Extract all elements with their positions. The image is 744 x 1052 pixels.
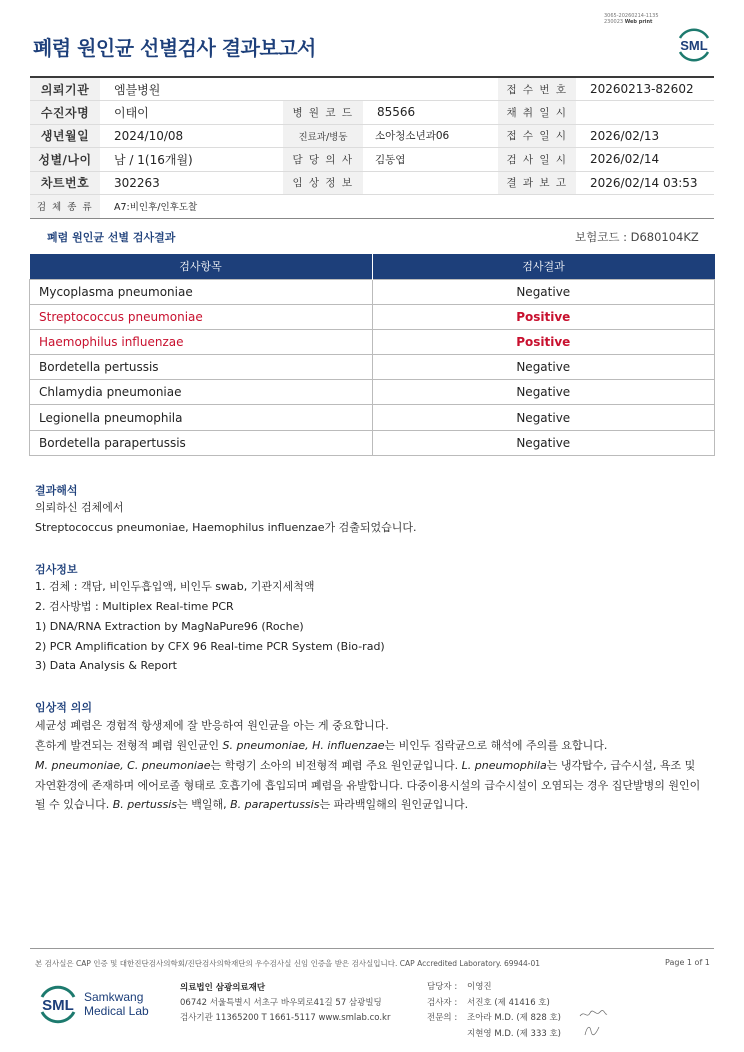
result-value: Negative — [372, 405, 714, 430]
print-code-line2: 230023 — [604, 19, 624, 25]
recv-date-value: 2026/02/13 — [576, 124, 714, 148]
result-value: Positive — [372, 329, 714, 354]
result-item: Bordetella parapertussis — [30, 430, 373, 455]
info-row — [30, 101, 714, 125]
recv-no-label: 접 수 번 호 — [498, 77, 576, 101]
accreditation-note: 본 검사실은 CAP 인증 및 대한진단검사의학회/진단검사의학재단의 우수검사실 신임 인증을 받은 검사실입니다. CAP Accredited Laboratory. 69944-01 — [35, 959, 541, 968]
address-line: 06742 서울특별시 서초구 바우뫼로41길 57 삼광빌딩 — [180, 998, 382, 1008]
report-label: 결 과 보 고 — [498, 171, 576, 195]
sex-age-label: 성별/나이 — [30, 148, 100, 172]
doctor-value: 김동엽 — [363, 148, 498, 172]
report-title: 폐렴 원인균 선별검사 결과보고서 — [33, 36, 316, 60]
result-item: Haemophilus influenzae — [30, 329, 373, 354]
name-value: 이태이 — [100, 101, 283, 125]
result-row — [30, 279, 715, 304]
dept-label: 진료과/병동 — [283, 124, 363, 148]
birth-value: 2024/10/08 — [100, 124, 283, 148]
sml-logo-text: SML — [680, 38, 708, 53]
birth-label: 생년월일 — [30, 124, 100, 148]
recv-date-label: 접 수 일 시 — [498, 124, 576, 148]
recv-no-value: 20260213-82602 — [576, 77, 714, 101]
result-row — [30, 355, 715, 380]
result-row — [30, 405, 715, 430]
sml-footer-logo-icon — [36, 982, 80, 1026]
sml-footer-logo-text: SML — [42, 997, 74, 1014]
signature-2 — [582, 1023, 602, 1037]
staff-row: 검사자 : 서진호 (제 41416 호) — [427, 997, 550, 1008]
interpretation-title: 결과해석 — [35, 484, 78, 497]
chart-label: 차트번호 — [30, 171, 100, 195]
result-row — [30, 380, 715, 405]
print-code-line1: 3065-20260214-1135 — [604, 13, 659, 19]
result-item: Bordetella pertussis — [30, 355, 373, 380]
info-row — [30, 124, 714, 148]
footer-divider — [30, 948, 714, 949]
staff-row: 전문의 : 조아라 M.D. (제 828 호) — [427, 1013, 562, 1023]
interpretation-line: Streptococcus pneumoniae, Haemophilus influenzae가 검출되었습니다. — [35, 521, 417, 534]
info-row — [30, 171, 714, 195]
result-row — [30, 430, 715, 455]
clinical-info-label: 임 상 정 보 — [283, 171, 363, 195]
signature-1 — [578, 1008, 608, 1020]
result-row — [30, 329, 715, 354]
print-code — [604, 13, 659, 25]
result-value: Negative — [372, 430, 714, 455]
result-value: Negative — [372, 355, 714, 380]
test-info-line: 2. 검사방법 : Multiplex Real-time PCR — [35, 600, 234, 613]
results-section-title: 폐렴 원인균 선별 검사결과 — [47, 231, 176, 244]
chart-value: 302263 — [100, 171, 283, 195]
test-date-label: 검 사 일 시 — [498, 148, 576, 172]
info-row — [30, 195, 714, 219]
clinical-line: 세균성 폐렴은 경험적 항생제에 잘 반응하여 원인균을 아는 게 중요합니다. — [35, 719, 389, 732]
clinical-line: 자연환경에 존재하며 에어로졸 형태로 호흡기에 흡입되며 폐렴을 유발합니다. 다중이용시설의 급수시설이 오염되는 경우 집단발병의 원인이 — [35, 779, 701, 792]
test-info-title: 검사정보 — [35, 563, 78, 576]
foundation-name: 의료법인 삼광의료재단 — [180, 983, 266, 993]
collect-value — [576, 101, 714, 125]
result-item: Streptococcus pneumoniae — [30, 304, 373, 329]
dept-value: 소아청소년과06 — [363, 124, 498, 148]
specimen-label: 검 체 종 류 — [30, 195, 100, 219]
page-number: Page 1 of 1 — [665, 958, 710, 967]
clinical-info-value — [363, 171, 498, 195]
interpretation-line: 의뢰하신 검체에서 — [35, 501, 124, 514]
specimen-value: A7:비인후/인후도찰 — [100, 195, 714, 219]
clinical-title: 임상적 의의 — [35, 701, 92, 714]
result-value: Negative — [372, 380, 714, 405]
clinical-line: 흔하게 발견되는 전형적 폐렴 원인균인 S. pneumoniae, H. influenzae는 비인두 집락균으로 해석에 주의를 요합니다. — [35, 739, 608, 752]
result-value: Negative — [372, 279, 714, 304]
results-table — [29, 254, 715, 456]
sex-age-value: 남 / 1(16개월) — [100, 148, 283, 172]
clinical-line: M. pneumoniae, C. pneumoniae는 학령기 소아의 비전형적 폐렴 주요 원인균입니다. L. pneumophila는 냉각탑수, 급수시설, 욕조 및 — [35, 759, 696, 772]
report-value: 2026/02/14 03:53 — [576, 171, 714, 195]
name-label: 수진자명 — [30, 101, 100, 125]
doctor-label: 담 당 의 사 — [283, 148, 363, 172]
info-row — [30, 148, 714, 172]
col-test-result: 검사결과 — [372, 254, 714, 279]
clinical-line: 될 수 있습니다. B. pertussis는 백일해, B. parapertussis는 파라백일해의 원인균입니다. — [35, 798, 469, 811]
staff-list — [427, 980, 561, 1042]
result-item: Chlamydia pneumoniae — [30, 380, 373, 405]
results-header-row — [30, 254, 715, 279]
client-value: 엠블병원 — [100, 77, 498, 101]
hosp-code-label: 병 원 코 드 — [283, 101, 363, 125]
test-info-line: 1) DNA/RNA Extraction by MagNaPure96 (Roche) — [35, 620, 304, 633]
print-label: Web print — [624, 19, 653, 25]
staff-row: 담당자 : 이영진 — [427, 982, 492, 992]
contact-line: 검사기관 11365200 T 1661-5117 www.smlab.co.kr — [180, 1013, 391, 1023]
info-row — [30, 77, 714, 101]
test-info-line: 3) Data Analysis & Report — [35, 659, 177, 672]
result-value: Positive — [372, 304, 714, 329]
corp-name: Samkwang Medical Lab — [84, 990, 149, 1018]
collect-label: 채 취 일 시 — [498, 101, 576, 125]
footer-address — [180, 981, 390, 1026]
result-item: Mycoplasma pneumoniae — [30, 279, 373, 304]
test-info-line: 2) PCR Amplification by CFX 96 Real-time PCR System (Bio-rad) — [35, 640, 385, 653]
patient-info-table — [30, 76, 714, 219]
staff-row: 지현영 M.D. (제 333 호) — [467, 1028, 562, 1039]
result-item: Legionella pneumophila — [30, 405, 373, 430]
result-row — [30, 304, 715, 329]
hosp-code-value: 85566 — [363, 101, 498, 125]
sml-logo-icon — [674, 24, 714, 64]
col-test-item: 검사항목 — [30, 254, 373, 279]
test-date-value: 2026/02/14 — [576, 148, 714, 172]
test-info-line: 1. 검체 : 객담, 비인두흡입액, 비인두 swab, 기관지세척액 — [35, 580, 315, 593]
insurance-code: 보험코드 : D680104KZ — [575, 230, 699, 244]
client-label: 의뢰기관 — [30, 77, 100, 101]
